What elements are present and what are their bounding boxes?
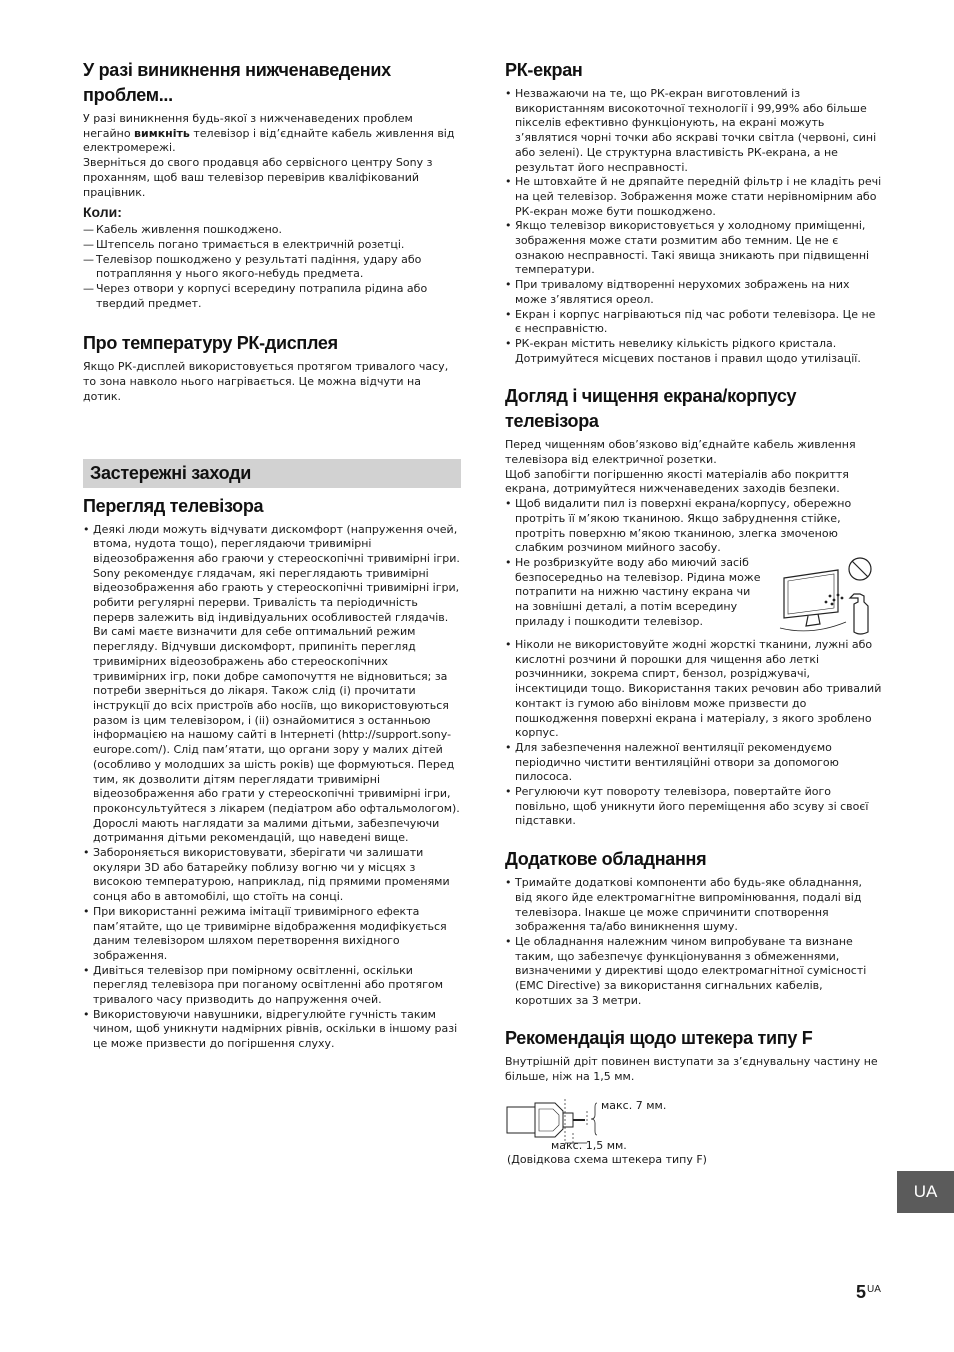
bullet-mark: • [505,278,512,292]
list-item [505,87,882,175]
item-text: Це обладнання належним чином випробуване та визнане таким, що забезпечує функціонування з обмеженнями, визначеними у директиві щодо електромагнітної сумісності (EMC Directive) за використання сигнальних кабелів, коротших за 3 метри. [515,934,867,1007]
temperature-section [83,331,461,404]
bullet-mark: • [505,307,512,321]
optional-equipment-heading: Додаткове обладнання [505,849,707,870]
bullet-mark: • [505,785,512,799]
item-text: При використанні режима імітації тривимірного ефекта пам’ятайте, що це тривимірне відображення модифікується даним телевізором шляхом перетворення вихідного зображення. [93,904,447,962]
item-text: Деякі люди можуть відчувати дискомфорт (напруження очей, втома, нудота тощо), переглядаючи тривимірні відеозображення або граючи у стереоскопічні тривимірні ігри. Sony рекомендує глядачам, які переглядають тривимірні відеозображення або грають у стереоскопічні тривимірні ігри, робити регулярні перерви. Тривалість та періодичність перерв залежить від індивідуальних особливостей глядачів. Ви самі маєте визначити для себе оптимальний режим перегляду. Відчувши дискомфорт, припиніть перегляд тривимірних відеозображень або стереоскопічних тривимірних ігр, поки добре самопочуття не відновиться; за потреби зверніться до лікаря. Також слід (i) прочитати інструкції до всіх пристроїв або носіїв, що використовуються разом із цим телевізором, і (ii) ознайомитися з останньою інформацією на нашому сайті в Інтернеті (http://support.sony-europe.com/). Слід пам’ятати, що органи зору у малих дітей (особливо у молодших за шість років) ще формуються. Перед тим, як дозволити дітям переглядати тривимірні відеозображення або грати у стереоскопічні тривимірні ігри, проконсультуйтеся з лікарем (педіатром або офтальмологом). Дорослі мають наглядати за малими дітьми, забезпечуючи дотримання дітьми рекомендацій, що наведені вище. [93,522,460,845]
f-plug-section [505,1026,882,1166]
page-number-value: 5 [856,1282,867,1302]
dash-mark: — [83,252,94,266]
item-text: Незважаючи на те, що РК-екран виготовлений із використанням високоточної технології і 99,99% або більше пікселів ефективно функціонують, на екрані можуть з’являтися чорні точки або яскраві точки світла (червоні, сині або зелені). Це структурна властивість РК-екрана, а не результат його несправності. [515,87,877,174]
intro-text-end: телевізор і від’єднайте кабель живлення від електромережі. [83,126,455,155]
bullet-mark: • [505,175,512,189]
item-text: Не розбризкуйте воду або миючий засіб безпосередньо на телевізор. Рідина може потрапити на нижню частину екрана чи на зовнішні деталі, а потім всередину приладу і пошкодити телевізор. [515,555,761,628]
temperature-heading: Про температуру РК-дисплея [83,333,338,354]
care-list [505,497,882,829]
bullet-mark: • [505,87,512,100]
list-item [83,846,461,905]
problems-heading: У разі виникнення нижченаведених проблем... [83,60,391,105]
bullet-mark: • [505,336,512,350]
list-item [505,876,882,935]
item-text: Через отвори у корпусі всередину потрапила рідина або твердий предмет. [96,282,428,310]
dash-mark: — [83,282,94,296]
item-text: РК-екран містить невелику кількість рідкого кристала. Дотримуйтеся місцевих постанов і правил щодо утилізації. [515,336,861,365]
f-plug-heading: Рекомендація щодо штекера типу F [505,1028,813,1049]
bullet-mark: • [505,637,512,651]
precautions-heading: Застережні заходи [90,462,251,483]
lcd-section [505,58,882,366]
language-tab: UA [897,1171,954,1213]
list-item [505,935,882,1009]
item-text: Забороняється використовувати, зберігати чи залишати окуляри 3D або батарейку поблизу вогню чи у місцях з високою температурою, наприклад, під прямими променями сонця або в автомобілі, що стоїть на сонці. [93,846,450,904]
list-item [505,497,882,556]
viewing-list [83,523,461,1052]
item-text: Регулюючи кут повороту телевізора, повертайте його повільно, щоб уникнути його переміщення або зсуву зі своєї підставки. [515,785,869,828]
bullet-mark: • [505,876,512,890]
care-intro: Перед чищенням обов’язково від’єднайте кабель живлення телевізора від електричної розетки. [505,438,856,467]
viewing-section [83,494,461,1052]
f-plug-text: Внутрішній дріт повинен виступати за з’єднувальну частину не більше, ніж на 1,5 мм. [505,1055,878,1084]
item-text: При тривалому відтворенні нерухомих зображень на них може з’являтися ореол. [515,278,850,306]
viewing-heading: Перегляд телевізора [83,495,264,516]
item-text: Штепсель погано тримається в електричній розетці. [96,237,405,251]
right-column [505,58,882,1167]
no-spray-tv-illustration [772,556,882,638]
list-item [505,638,882,741]
list-item [505,219,882,278]
item-text: Ніколи не використовуйте жодні жорсткі тканини, лужні або кислотні розчини й порошки для чищення або леткі розчинники, зокрема спирт, бензол, розріджувачі, інсектициди тощо. Використання таких речовин або тривалий контакт із гумою або вініловм може призвести до пошкодження поверхні екрана і матеріалу, з якого зроблено корпус. [515,637,882,740]
precautions-banner [83,459,461,488]
item-text: Телевізор пошкоджено у результаті падіння, удару або потрапляння у нього якого-небудь предмета. [96,252,422,281]
list-item [83,905,461,964]
temperature-text: Якщо РК-дисплей використовується протягом тривалого часу, то зона навколо нього нагрівається. Це можна відчути на дотик. [83,360,449,403]
optional-equipment-section [505,847,882,1008]
bullet-mark: • [83,846,90,860]
list-item [83,964,461,1008]
item-text: Щоб видалити пил із поверхні екрана/корпусу, обережно протріть її м’якою тканиною. Якщо забруднення стійке, протріть поверхню м’якою тканиною, злегка змоченою слабким розчином мийного засобу. [515,497,852,555]
item-text: Тримайте додаткові компоненти або будь-яке обладнання, від якого йде електромагнітне випромінювання, подалі від телевізора. Інакше це може спричинити спотворення зображення та/або виникнення шуму. [515,876,862,934]
intro-bold-text: вимкніть [134,126,190,140]
left-column [83,58,461,1052]
list-item [505,278,882,307]
care-section [505,384,882,829]
problems-list [83,223,461,311]
problems-section [83,58,461,311]
optional-equipment-list [505,876,882,1008]
page-number-suffix: UA [867,1284,881,1295]
item-text: Дивіться телевізор при помірному освітленні, оскільки перегляд телевізора при поганому освітленні або протягом тривалого часу призводить до напруження очей. [93,963,443,1007]
care-intro-2: Щоб запобігти погіршенню якості матеріалів або покриття екрана, дотримуйтеся нижченаведених заходів безпеки. [505,467,849,496]
item-text: Не штовхайте й не дряпайте передній фільтр і не кладіть речі на цей телевізор. Зображення може стати нерівномірним або РК-екран може бути пошкоджено. [515,175,882,218]
item-text: Використовуючи навушники, відрегулюйте гучність таким чином, щоб уникнути надмірних рівнів, оскільки в іншому разі це може призвести до погіршення слуху. [93,1007,458,1051]
dash-mark: — [83,237,94,251]
care-heading: Догляд і чищення екрана/корпусу телевізора [505,386,797,432]
max-1-5mm-label: макс. 1,5 мм. [551,1138,627,1152]
list-item [83,223,461,238]
bullet-mark: • [83,522,90,536]
bullet-mark: • [505,740,512,754]
f-plug-caption: (Довідкова схема штекера типу F) [507,1152,707,1166]
f-plug-diagram [505,1097,882,1167]
bullet-mark: • [505,497,512,511]
list-item [505,337,882,366]
bullet-mark: • [505,555,512,569]
list-item [505,785,882,829]
bullet-mark: • [83,963,90,977]
dash-mark: — [83,223,94,237]
bullet-mark: • [505,219,512,233]
bullet-mark: • [505,934,512,948]
list-item [505,308,882,337]
list-item [83,238,461,253]
bullet-mark: • [83,1007,90,1021]
problems-intro [83,112,461,156]
intro-text: У разі виникнення будь-якої з нижченаведених проблем негайно [83,112,413,140]
contact-text: Зверніться до свого продавця або сервісного центру Sony з проханням, щоб ваш телевізор перевірив кваліфікований працівник. [83,156,433,199]
bullet-mark: • [83,904,90,918]
max-7mm-label: макс. 7 мм. [601,1098,667,1112]
when-heading: Коли: [83,204,122,221]
list-item [83,253,461,282]
page-number [856,1282,881,1303]
list-item [83,523,461,846]
lcd-heading: РК-екран [505,60,583,80]
item-text: Якщо телевізор використовується у холодному приміщенні, зображення може стати розмитим або темним. Це не є ознакою несправності. Такі явища зникають при підвищенні температури. [515,219,870,277]
list-item [505,741,882,785]
list-item [505,175,882,219]
lcd-list [505,87,882,366]
item-text: Для забезпечення належної вентиляції рекомендуємо періодично чистити вентиляційні отвори за допомогою пилососа. [515,740,839,784]
item-text: Екран і корпус нагріваються під час роботи телевізора. Це не є несправністю. [515,307,876,336]
list-item [83,282,461,311]
list-item [83,1008,461,1052]
item-text: Кабель живлення пошкоджено. [96,223,283,237]
list-item [505,556,882,630]
